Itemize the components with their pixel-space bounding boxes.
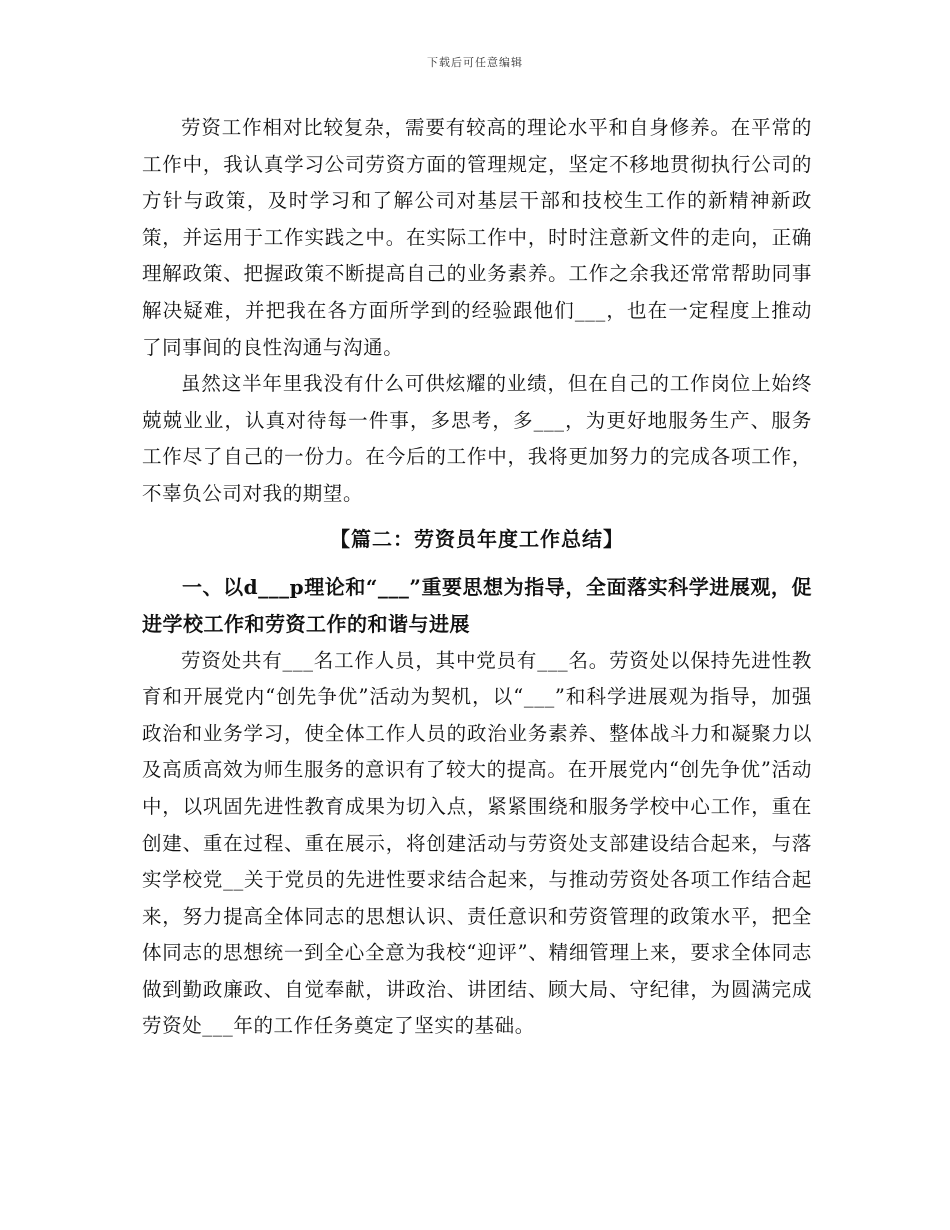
- heading-one: 一、以d___p理论和“___”重要思想为指导，全面落实科学进展观，促进学校工作和劳资工作的和谐与进展: [142, 574, 812, 636]
- paragraph-3: 劳资处共有___名工作人员，其中党员有___名。劳资处以保持先进性教育和开展党内“创先争优”活动为契机，以“___”和科学进展观为指导，加强政治和业务学习，使全体工作人员的政治业务素养、整体战斗力和凝聚力以及高质高效为师生服务的意识有了较大的提高。在开展党内“创先争优”活动中，以巩固先进性教育成果为切入点，紧紧围绕和服务学校中心工作，重在创建、重在过程、重在展示，将创建活动与劳资处支部建设结合起来，与落实学校党__关于党员的先进性要求结合起来，与推动劳资处各项工作结合起来，努力提高全体同志的思想认识、责任意识和劳资管理的政策水平，把全体同志的思想统一到全心全意为我校“迎评”、精细管理上来，要求全体同志做到勤政廉政、自觉奉献，讲政治、讲团结、顾大局、守纪律，为圆满完成劳资处___年的工作任务奠定了坚实的基础。: [142, 648, 812, 1038]
- paragraph-1: 劳资工作相对比较复杂，需要有较高的理论水平和自身修养。在平常的工作中，我认真学习公司劳资方面的管理规定，坚定不移地贯彻执行公司的方针与政策，及时学习和了解公司对基层干部和技校生工作的新精神新政策，并运用于工作实践之中。在实际工作中，时时注意新文件的走向，正确理解政策、把握政策不断提高自己的业务素养。工作之余我还常常帮助同事解决疑难，并把我在各方面所学到的经验跟他们___，也在一定程度上推动了同事间的良性沟通与沟通。: [142, 116, 812, 359]
- page-header: 下载后可任意编辑: [427, 56, 523, 69]
- paragraph-2: 虽然这半年里我没有什么可供炫耀的业绩，但在自己的工作岗位上始终兢兢业业，认真对待每一件事，多思考，多___，为更好地服务生产、服务工作尽了自己的一份力。在今后的工作中，我将更加努力的完成各项工作，不辜负公司对我的期望。: [142, 372, 812, 505]
- section-title: 【篇二：劳资员年度工作总结】: [330, 526, 624, 551]
- document-body: [142, 110, 812, 1045]
